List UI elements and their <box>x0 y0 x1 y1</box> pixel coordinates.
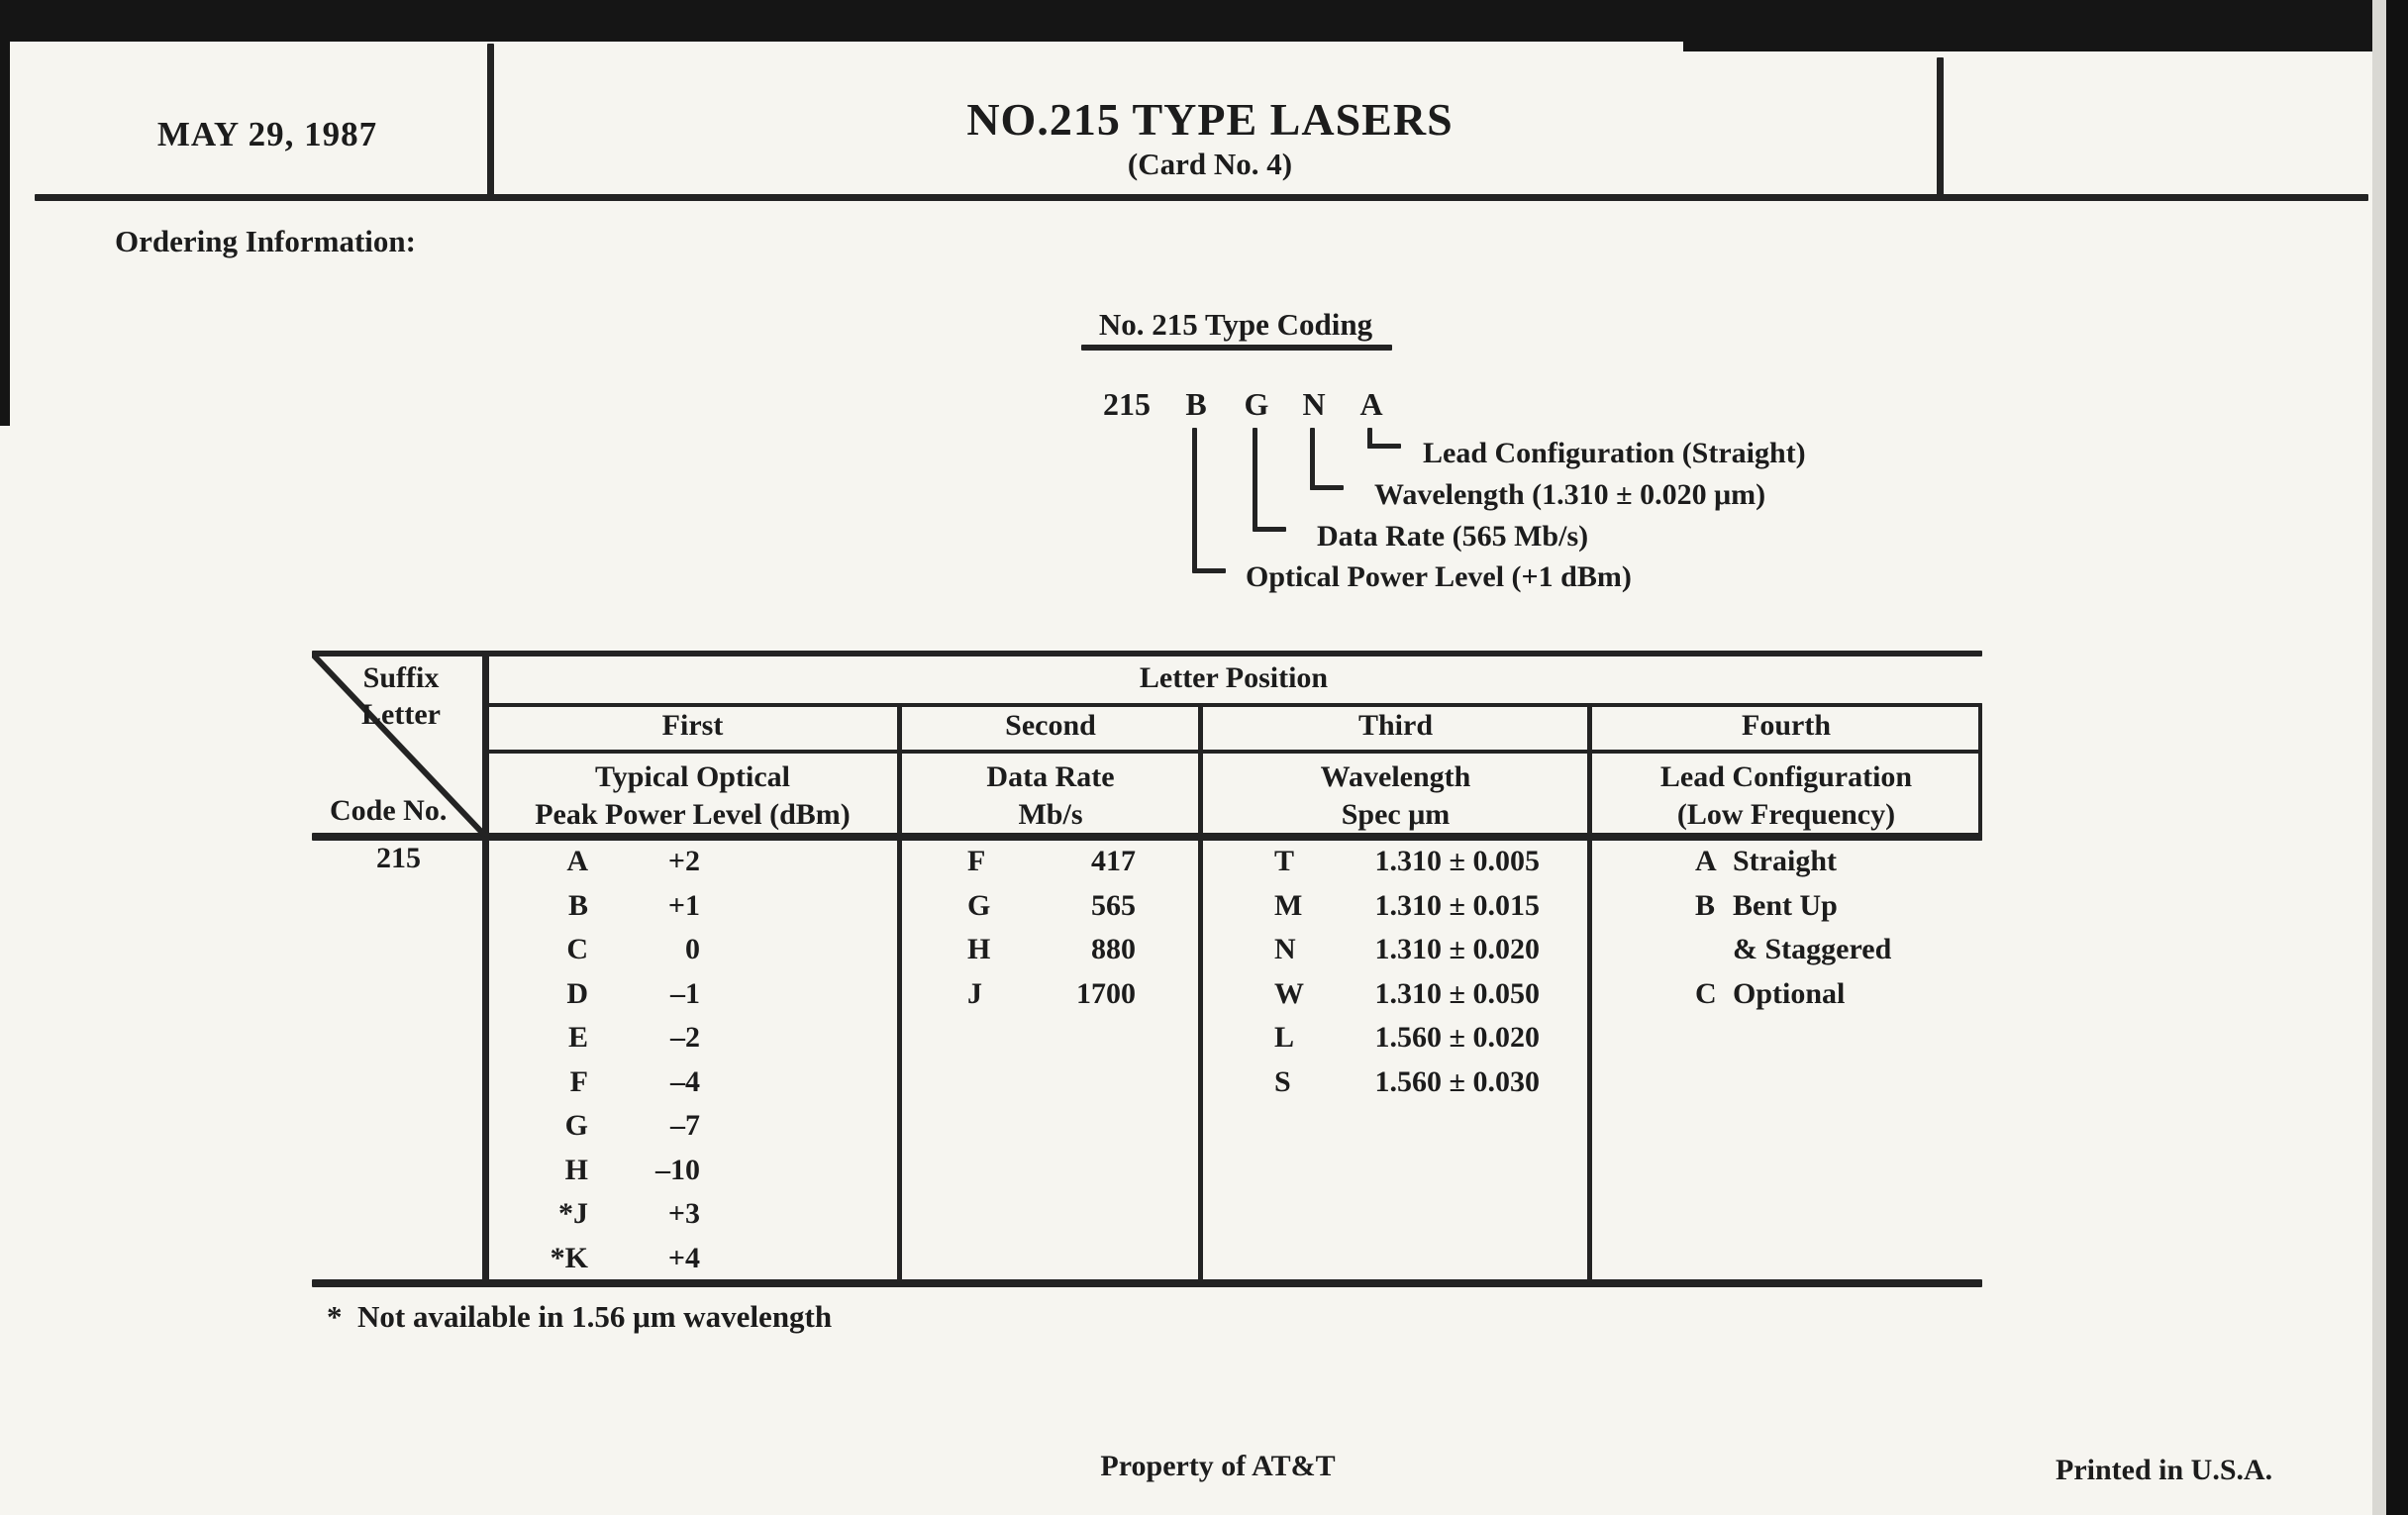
subheader-second-line1: Data Rate <box>986 760 1115 793</box>
row-letter: C <box>1695 976 1717 1010</box>
callout-data-rate: Data Rate (565 Mb/s) <box>1317 520 1589 553</box>
row-value: +1 <box>667 888 700 922</box>
coding-letter-1: B <box>1185 386 1207 422</box>
row-value: Bent Up <box>1733 888 1838 922</box>
page-title: NO.215 TYPE LASERS <box>966 94 1454 145</box>
row-value: 1.310 ± 0.005 <box>1374 845 1540 878</box>
callout-optical-power: Optical Power Level (+1 dBm) <box>1246 560 1632 593</box>
table-row <box>485 1237 900 1281</box>
row-letter: T <box>1274 845 1295 878</box>
footer-property: Property of AT&T <box>1100 1450 1336 1482</box>
coding-title-underline <box>1081 345 1392 351</box>
table-bottom-border <box>312 1279 1982 1287</box>
table-row <box>485 928 900 972</box>
table-row <box>900 972 1201 1017</box>
row-value: 1700 <box>1076 976 1136 1010</box>
table-row <box>485 1104 900 1149</box>
row-letter: M <box>1274 888 1303 922</box>
row-value: 417 <box>1091 845 1136 878</box>
page-subtitle: (Card No. 4) <box>1127 147 1293 181</box>
table-row <box>485 884 900 929</box>
table-row <box>485 1060 900 1105</box>
row-letter: F <box>569 1064 588 1098</box>
letter-position-header: Letter Position <box>1139 661 1329 694</box>
subheader-second-line2: Mb/s <box>1018 798 1083 831</box>
leader-elbow-data-rate <box>1253 527 1286 532</box>
row-letter: G <box>967 888 991 922</box>
table-row <box>485 1149 900 1193</box>
table-row <box>1201 972 1590 1017</box>
row-letter: S <box>1274 1064 1291 1098</box>
row-value: Optional <box>1733 976 1846 1010</box>
row-letter: N <box>1274 933 1296 966</box>
subheader-third-line1: Wavelength <box>1320 760 1471 793</box>
table-row <box>485 972 900 1017</box>
corner-header-line1: Suffix <box>362 661 440 694</box>
page-date: MAY 29, 1987 <box>156 115 378 153</box>
row-value: –1 <box>670 976 700 1010</box>
row-letter: W <box>1274 976 1304 1010</box>
table-line-under-positions <box>485 750 1982 754</box>
subheader-second <box>900 758 1201 834</box>
table-row <box>900 840 1201 884</box>
row-value: –2 <box>670 1021 700 1055</box>
code-number-value: 215 <box>376 842 421 874</box>
third-column-rows <box>1201 840 1590 1104</box>
row-value: –7 <box>670 1109 700 1143</box>
column-header-second: Second <box>1005 709 1096 742</box>
table-row <box>1201 1016 1590 1060</box>
row-letter: L <box>1274 1021 1295 1055</box>
subheader-first <box>485 758 900 834</box>
row-value: 1.560 ± 0.020 <box>1374 1021 1540 1055</box>
coding-letter-3: N <box>1302 386 1326 422</box>
second-column-rows <box>900 840 1201 1016</box>
table-top-border <box>312 651 1982 656</box>
subheader-third-line2: Spec μm <box>1341 798 1451 831</box>
leader-elbow-lead-config <box>1367 444 1401 449</box>
scan-right-black-edge <box>2386 0 2408 1515</box>
table-row <box>1201 928 1590 972</box>
row-value: +2 <box>667 845 700 878</box>
row-letter: B <box>1695 888 1716 922</box>
corner-header-code-no: Code No. <box>330 794 448 827</box>
footnote-text: Not available in 1.56 μm wavelength <box>357 1299 833 1334</box>
row-letter: H <box>967 933 991 966</box>
subheader-first-line1: Typical Optical <box>595 760 790 793</box>
section-label: Ordering Information: <box>115 224 416 258</box>
scan-left-black-edge <box>0 0 10 426</box>
row-letter: D <box>566 976 588 1010</box>
table-row <box>1590 972 1982 1017</box>
leader-line-data-rate <box>1253 428 1257 531</box>
row-letter: A <box>566 845 588 878</box>
footnote <box>327 1299 832 1335</box>
leader-line-wavelength <box>1310 428 1315 490</box>
table-row <box>900 884 1201 929</box>
first-column-rows <box>485 840 900 1280</box>
row-value: +4 <box>667 1241 700 1274</box>
table-row <box>485 1192 900 1237</box>
row-letter: G <box>564 1109 588 1143</box>
column-header-fourth: Fourth <box>1742 709 1831 742</box>
table-row <box>1590 928 1982 972</box>
subheader-fourth-line1: Lead Configuration <box>1659 760 1913 793</box>
scan-top-black-bar-right <box>1683 0 2408 51</box>
leader-line-optical-power <box>1192 428 1197 572</box>
row-letter: *K <box>550 1241 588 1274</box>
column-header-first: First <box>661 709 724 742</box>
column-header-third: Third <box>1357 709 1434 742</box>
subheader-first-line2: Peak Power Level (dBm) <box>535 798 851 831</box>
row-letter: *J <box>558 1197 588 1231</box>
row-value: 1.310 ± 0.015 <box>1374 888 1540 922</box>
row-value: 1.310 ± 0.050 <box>1374 976 1540 1010</box>
row-letter: F <box>967 845 986 878</box>
corner-header-line2: Letter <box>361 698 441 731</box>
header-divider-left <box>487 44 494 197</box>
row-value: –10 <box>655 1153 700 1186</box>
coding-letter-4: A <box>1359 386 1383 422</box>
header-divider-right <box>1937 57 1944 197</box>
row-value: –4 <box>670 1064 700 1098</box>
leader-elbow-optical-power <box>1192 568 1226 573</box>
table-row <box>485 1016 900 1060</box>
table-row <box>1590 884 1982 929</box>
footnote-marker: * <box>327 1299 343 1334</box>
header-rule <box>35 194 2368 201</box>
footer-printed: Printed in U.S.A. <box>2056 1454 2273 1486</box>
coding-prefix: 215 <box>1103 386 1151 422</box>
row-letter: E <box>567 1021 588 1055</box>
row-letter: B <box>567 888 588 922</box>
row-value: 565 <box>1091 888 1136 922</box>
row-value: 0 <box>685 933 700 966</box>
row-value: 880 <box>1091 933 1136 966</box>
coding-title: No. 215 Type Coding <box>1098 307 1373 342</box>
callout-lead-configuration: Lead Configuration (Straight) <box>1423 437 1806 469</box>
table-row <box>900 928 1201 972</box>
fourth-column-rows <box>1590 840 1982 1016</box>
callout-wavelength: Wavelength (1.310 ± 0.020 μm) <box>1374 478 1766 511</box>
table-row <box>1201 1060 1590 1105</box>
row-letter: C <box>566 933 588 966</box>
row-letter: H <box>564 1153 588 1186</box>
row-value: Straight <box>1733 845 1837 878</box>
table-row <box>485 840 900 884</box>
row-value: & Staggered <box>1733 933 1892 966</box>
coding-letter-2: G <box>1244 386 1269 422</box>
table-row <box>1201 840 1590 884</box>
row-letter: J <box>967 976 982 1010</box>
subheader-third <box>1201 758 1590 834</box>
table-row <box>1590 840 1982 884</box>
row-value: +3 <box>667 1197 700 1231</box>
corner-header-suffix-letter <box>327 659 475 733</box>
row-value: 1.310 ± 0.020 <box>1374 933 1540 966</box>
leader-elbow-wavelength <box>1310 485 1344 490</box>
subheader-fourth-line2: (Low Frequency) <box>1676 798 1896 831</box>
subheader-fourth <box>1590 758 1982 834</box>
table-row <box>1201 884 1590 929</box>
row-letter: A <box>1695 845 1717 878</box>
scan-right-gray-edge <box>2372 0 2386 1515</box>
row-value: 1.560 ± 0.030 <box>1374 1064 1540 1098</box>
table-line-under-letter-position <box>485 703 1982 707</box>
